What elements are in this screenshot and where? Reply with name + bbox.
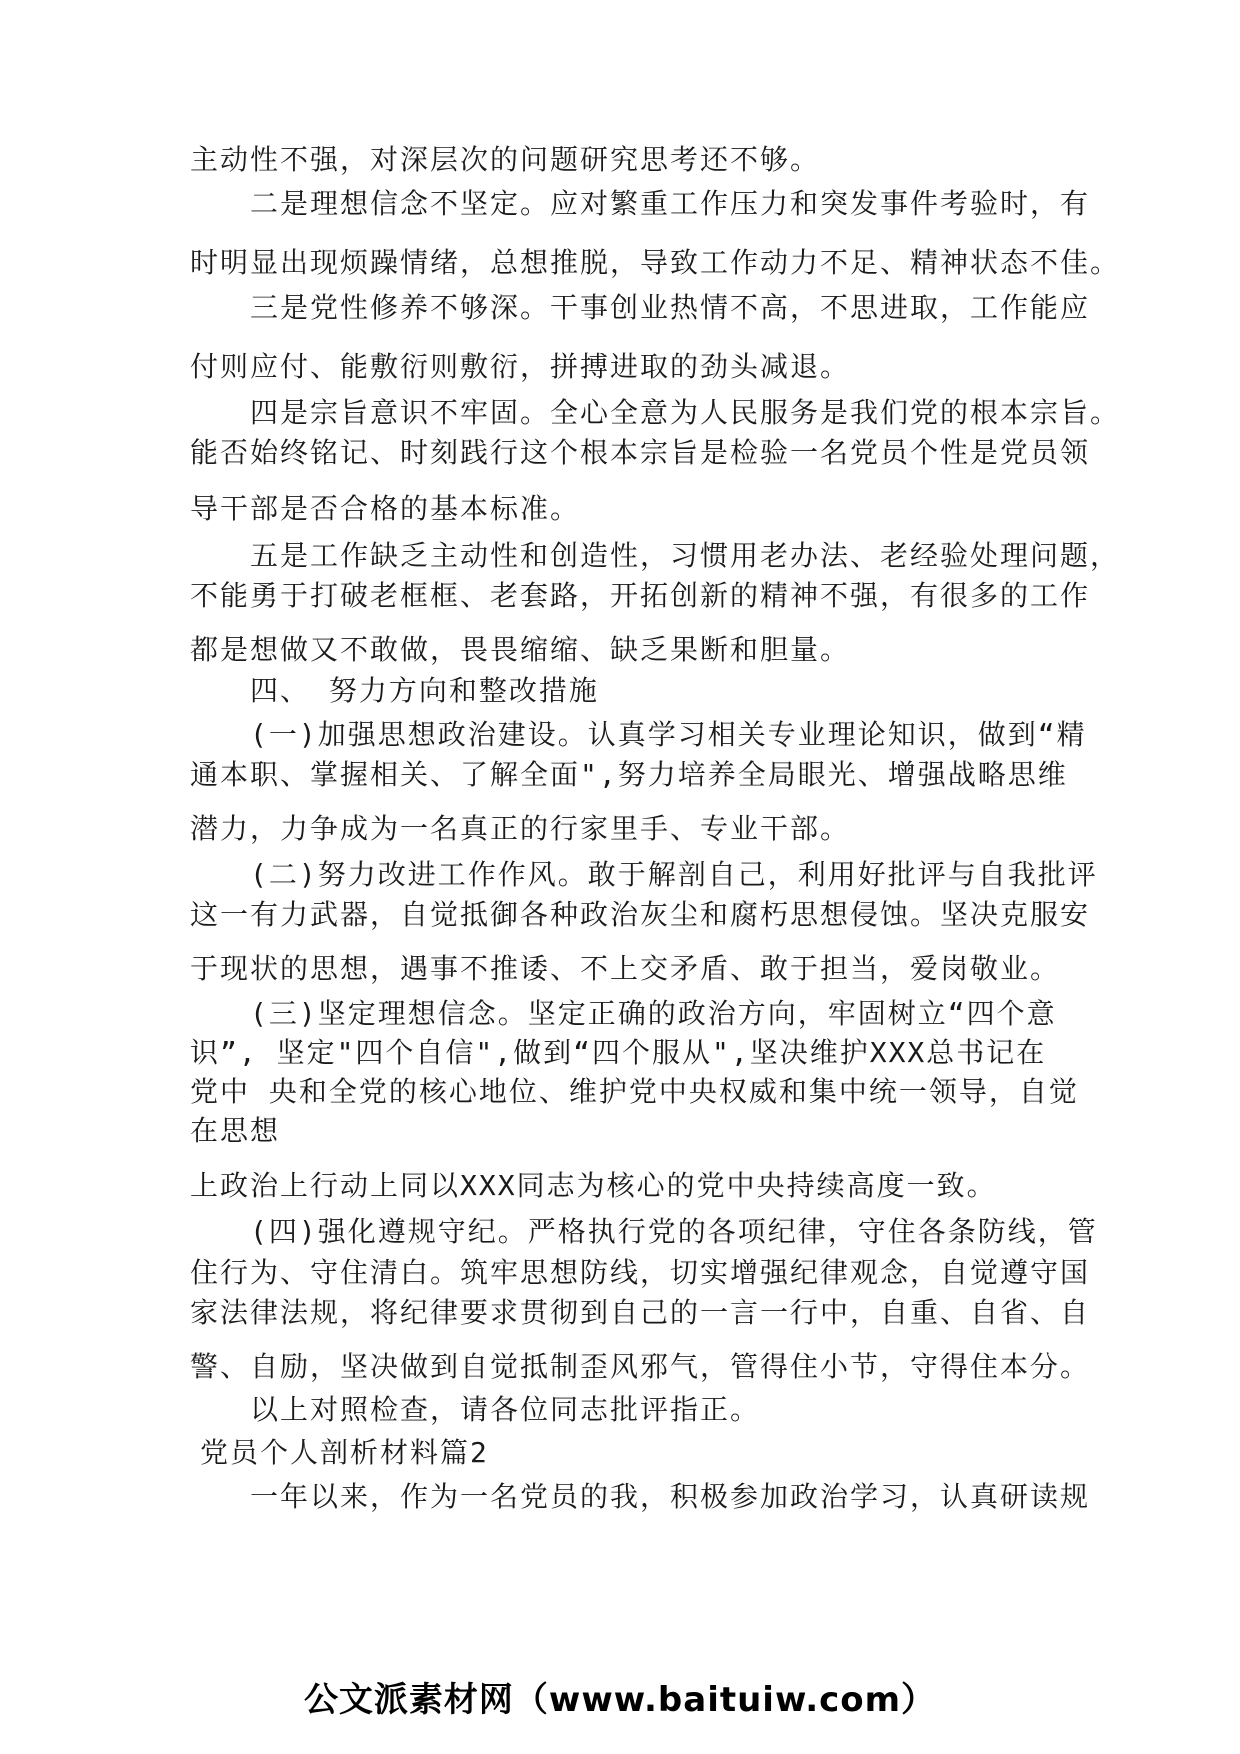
- body-line: 一年以来，作为一名党员的我，积极参加政治学习，认真研读规: [250, 1480, 1091, 1513]
- article-title: 党员个人剖析材料篇2: [200, 1436, 489, 1469]
- body-line: 这一有力武器，自觉抵御各种政治灰尘和腐朽思想侵蚀。坚决克服安: [190, 898, 1091, 931]
- body-line: 住行为、守住清白。筑牢思想防线，切实增强纪律观念，自觉遵守国: [190, 1256, 1091, 1289]
- body-line: 上政治上行动上同以XXX同志为核心的党中央持续高度一致。: [190, 1169, 997, 1202]
- body-line: 都是想做又不敢做，畏畏缩缩、缺乏果断和胆量。: [190, 633, 851, 666]
- body-line: 付则应付、能敷衍则敷衍，拼搏进取的劲头减退。: [190, 350, 851, 383]
- body-line: 党中 央和全党的核心地位、维护党中央权威和集中统一领导，自觉: [190, 1075, 1079, 1108]
- body-line: 不能勇于打破老框框、老套路，开拓创新的精神不强，有很多的工作: [190, 579, 1091, 612]
- body-line: 三是党性修养不够深。干事创业热情不高，不思进取，工作能应: [250, 291, 1091, 324]
- body-line: 家法律法规，将纪律要求贯彻到自己的一言一行中，自重、自省、自: [190, 1296, 1091, 1329]
- body-line: 二是理想信念不坚定。应对繁重工作压力和突发事件考验时，有: [250, 187, 1091, 220]
- body-line: 主动性不强，对深层次的问题研究思考还不够。: [190, 143, 821, 176]
- body-line: 警、自励，坚决做到自觉抵制歪风邪气，管得住小节，守得住本分。: [190, 1350, 1091, 1383]
- body-line: 四是宗旨意识不牢固。全心全意为人民服务是我们党的根本宗旨。: [250, 396, 1121, 429]
- body-line: 通本职、掌握相关、了解全面",努力培养全局眼光、增强战略思维: [190, 758, 1068, 791]
- body-line: 能否始终铭记、时刻践行这个根本宗旨是检验一名党员个性是党员领: [190, 436, 1091, 469]
- body-line: 潜力，力争成为一名真正的行家里手、专业干部。: [190, 812, 851, 845]
- body-line: (四)强化遵规守纪。严格执行党的各项纪律，守住各条防线，管: [250, 1215, 1098, 1248]
- section-heading: 四、 努力方向和整改措施: [250, 674, 599, 707]
- body-line: 以上对照检查，请各位同志批评指正。: [250, 1393, 761, 1426]
- body-line: (一)加强思想政治建设。认真学习相关专业理论知识，做到“精: [250, 718, 1087, 751]
- site-watermark-footer: 公文派素材网（www.baituiw.com）: [303, 1680, 937, 1720]
- body-line: (三)坚定理想信念。坚定正确的政治方向，牢固树立“四个意: [250, 997, 1057, 1030]
- body-line: 识”, 坚定"四个自信",做到“四个服从",坚决维护XXX总书记在: [190, 1036, 1047, 1069]
- body-line: 时明显出现烦躁情绪，总想推脱，导致工作动力不足、精神状态不佳。: [190, 246, 1121, 279]
- body-line: (二)努力改进工作作风。敢于解剖自己，利用好批评与自我批评: [250, 858, 1098, 891]
- body-line: 于现状的思想，遇事不推诿、不上交矛盾、敢于担当，爱岗敬业。: [190, 952, 1061, 985]
- body-line: 在思想: [190, 1114, 281, 1147]
- body-line: 五是工作缺乏主动性和创造性，习惯用老办法、老经验处理问题，: [250, 539, 1121, 572]
- body-line: 导干部是否合格的基本标准。: [190, 492, 581, 525]
